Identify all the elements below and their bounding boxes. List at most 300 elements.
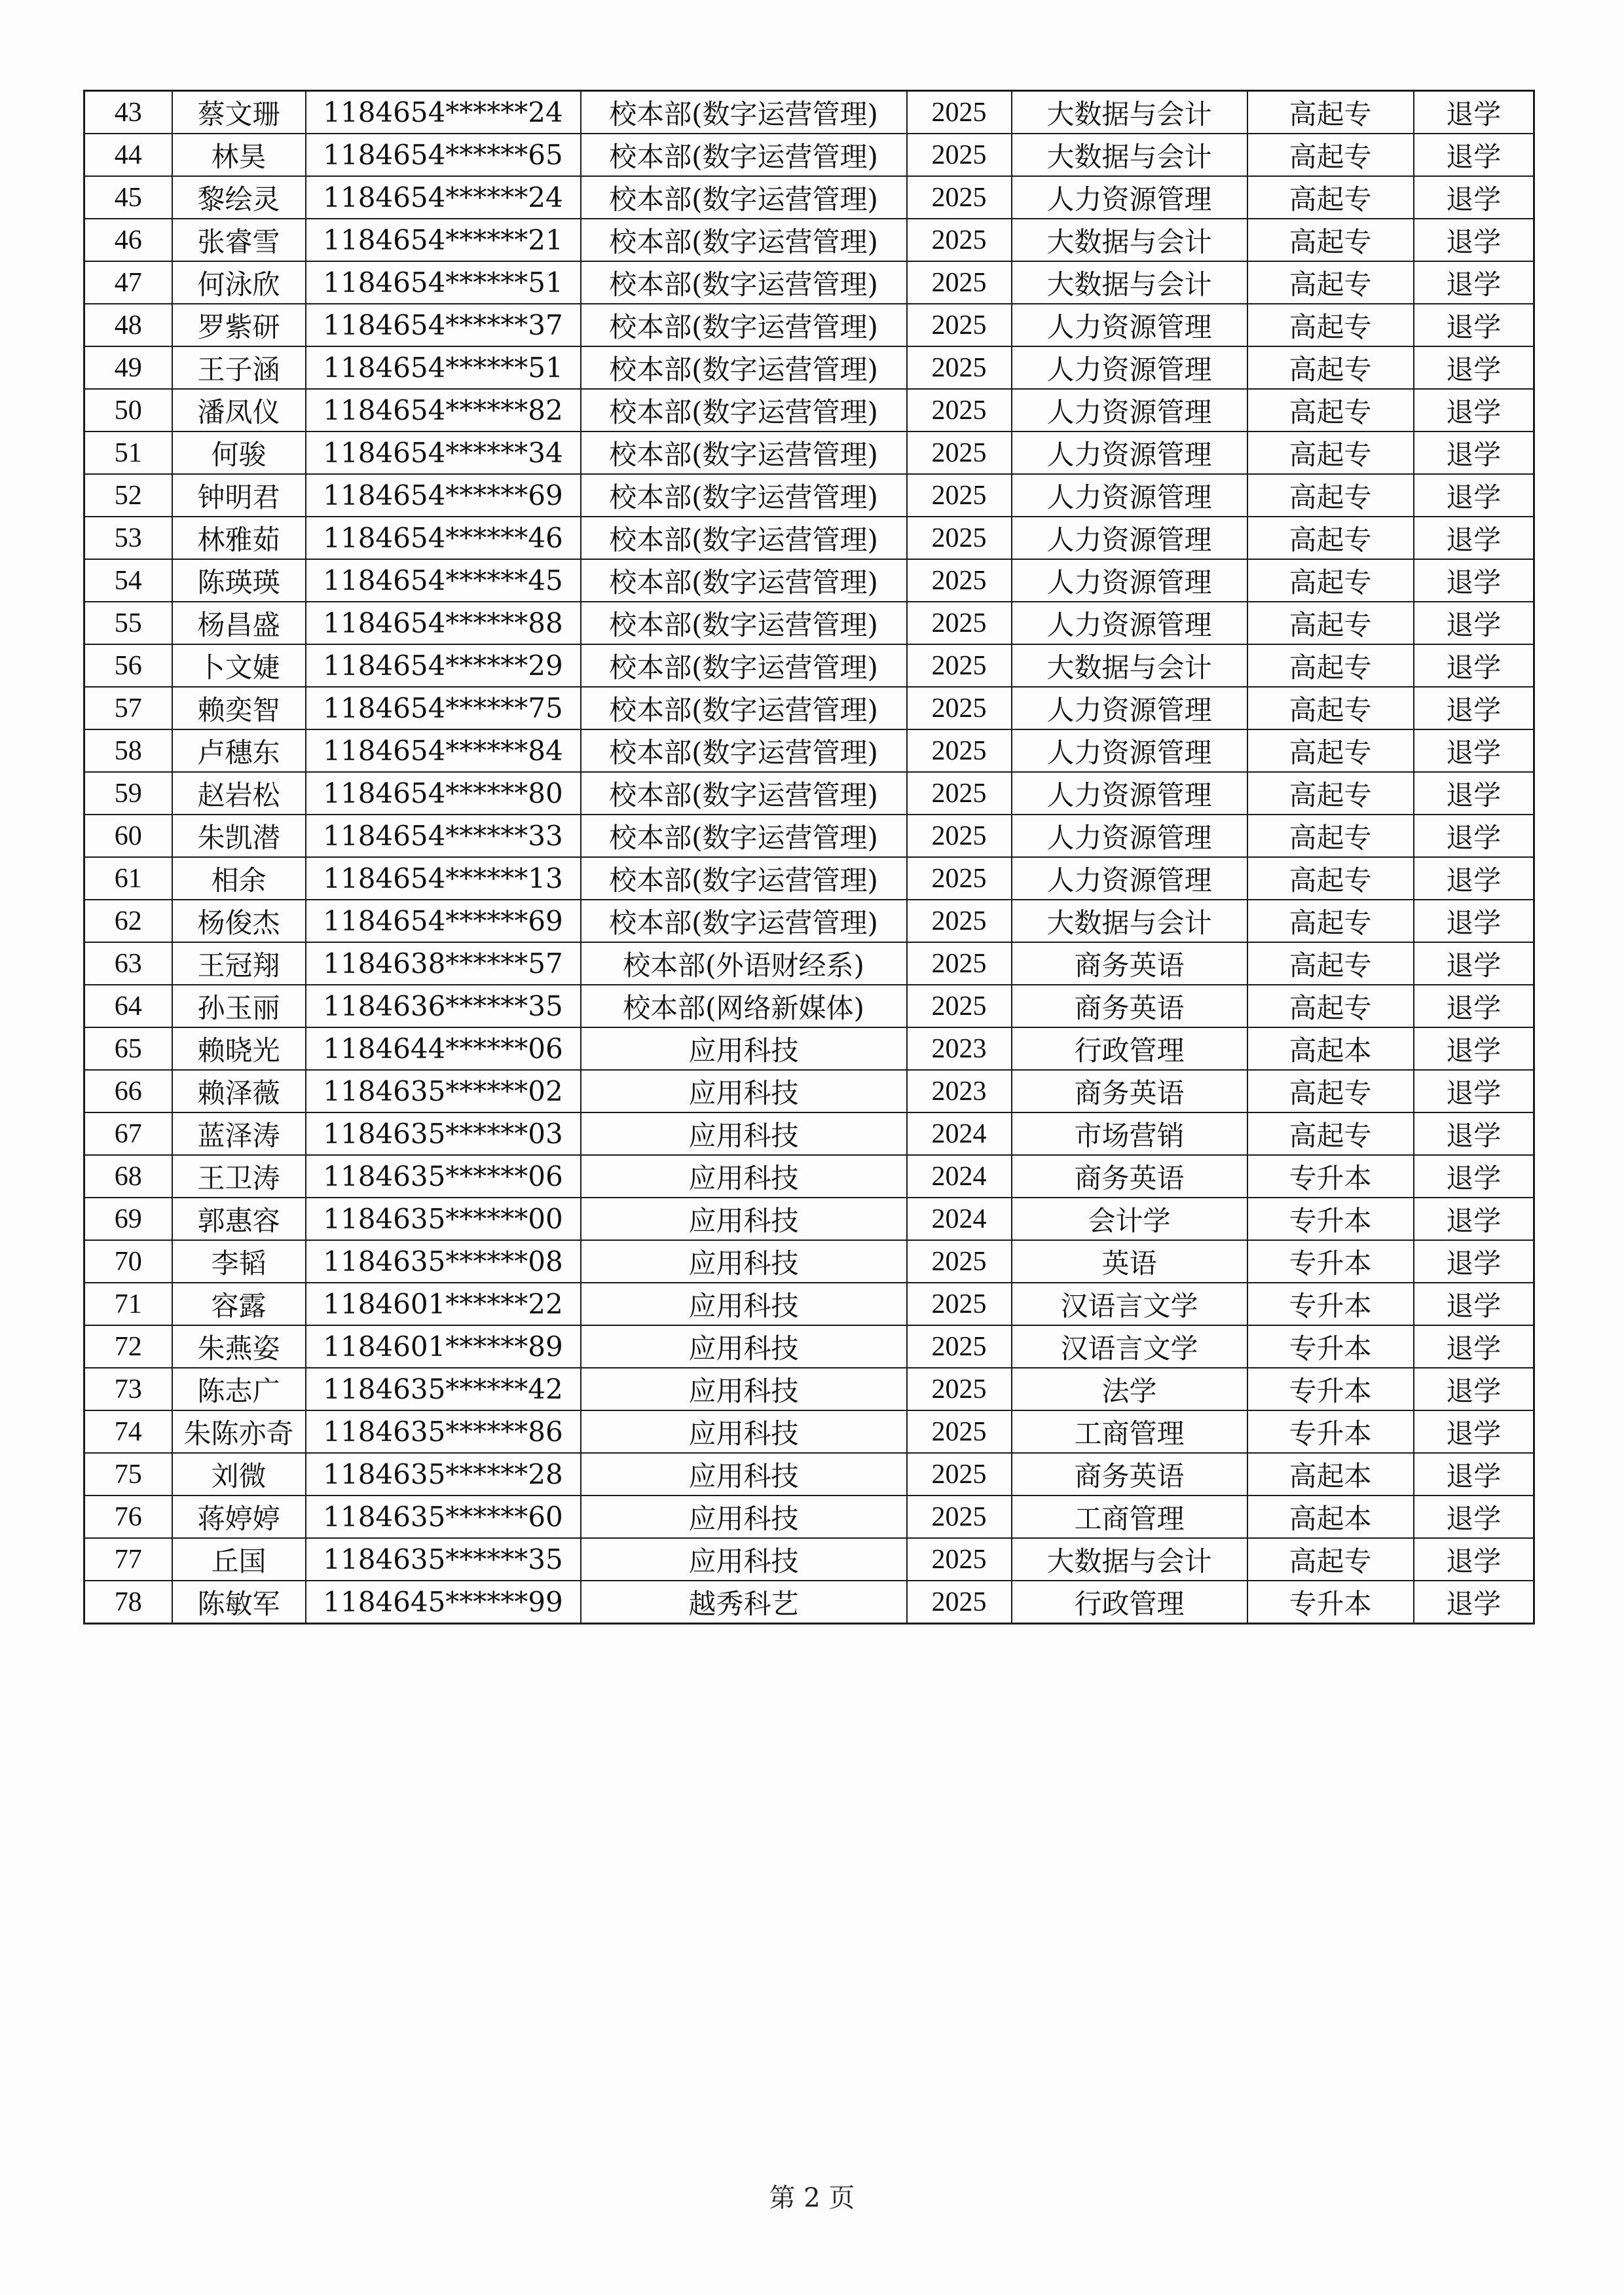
enrollment-year-cell: 2024 [907,1112,1012,1155]
enrollment-year-cell: 2025 [907,1368,1012,1410]
row-number-cell: 69 [84,1198,172,1240]
campus-cell: 应用科技 [581,1112,907,1155]
student-name-cell: 李韬 [172,1240,306,1283]
major-cell: 市场营销 [1012,1112,1247,1155]
table-row [84,985,1534,1027]
student-name-cell: 杨俊杰 [172,900,306,942]
enrollment-year-cell: 2025 [907,1496,1012,1538]
level-cell: 高起专 [1247,729,1414,772]
level-cell: 高起专 [1247,1538,1414,1581]
level-cell: 专升本 [1247,1581,1414,1624]
student-id-cell: 1184635******86 [306,1410,581,1453]
student-name-cell: 林雅茹 [172,517,306,559]
table-row [84,559,1534,602]
table-row [84,942,1534,985]
change-type-cell: 退学 [1414,304,1534,346]
row-number-cell: 63 [84,942,172,985]
enrollment-year-cell: 2025 [907,772,1012,815]
row-number-cell: 48 [84,304,172,346]
table-row [84,346,1534,389]
level-cell: 高起专 [1247,517,1414,559]
student-name-cell: 朱凯潜 [172,815,306,857]
major-cell: 法学 [1012,1368,1247,1410]
level-cell: 高起专 [1247,900,1414,942]
student-id-cell: 1184645******99 [306,1581,581,1624]
level-cell: 高起专 [1247,261,1414,304]
student-id-cell: 1184654******34 [306,431,581,474]
level-cell: 高起专 [1247,1112,1414,1155]
campus-cell: 校本部(数字运营管理) [581,687,907,729]
level-cell: 高起专 [1247,559,1414,602]
student-id-cell: 1184635******08 [306,1240,581,1283]
campus-cell: 校本部(网络新媒体) [581,985,907,1027]
student-id-cell: 1184654******24 [306,91,581,134]
student-id-cell: 1184654******46 [306,517,581,559]
student-id-cell: 1184654******13 [306,857,581,900]
enrollment-year-cell: 2023 [907,1027,1012,1070]
row-number-cell: 55 [84,602,172,644]
table-row [84,91,1534,134]
enrollment-year-cell: 2025 [907,517,1012,559]
enrollment-year-cell: 2024 [907,1155,1012,1198]
row-number-cell: 44 [84,134,172,176]
student-id-cell: 1184635******02 [306,1070,581,1112]
campus-cell: 校本部(外语财经系) [581,942,907,985]
major-cell: 人力资源管理 [1012,772,1247,815]
change-type-cell: 退学 [1414,346,1534,389]
campus-cell: 应用科技 [581,1155,907,1198]
campus-cell: 校本部(数字运营管理) [581,602,907,644]
student-name-cell: 朱燕姿 [172,1325,306,1368]
level-cell: 高起专 [1247,474,1414,517]
table-row [84,1198,1534,1240]
table-row [84,900,1534,942]
major-cell: 人力资源管理 [1012,857,1247,900]
row-number-cell: 53 [84,517,172,559]
change-type-cell: 退学 [1414,985,1534,1027]
table-row [84,729,1534,772]
student-name-cell: 丘国 [172,1538,306,1581]
campus-cell: 应用科技 [581,1368,907,1410]
major-cell: 人力资源管理 [1012,517,1247,559]
student-id-cell: 1184654******69 [306,900,581,942]
enrollment-year-cell: 2025 [907,261,1012,304]
student-id-cell: 1184654******45 [306,559,581,602]
table-row [84,517,1534,559]
row-number-cell: 75 [84,1453,172,1496]
student-id-cell: 1184654******80 [306,772,581,815]
major-cell: 人力资源管理 [1012,431,1247,474]
student-name-cell: 赖泽薇 [172,1070,306,1112]
enrollment-year-cell: 2025 [907,431,1012,474]
campus-cell: 校本部(数字运营管理) [581,134,907,176]
enrollment-year-cell: 2025 [907,389,1012,431]
student-id-cell: 1184654******51 [306,346,581,389]
change-type-cell: 退学 [1414,815,1534,857]
campus-cell: 校本部(数字运营管理) [581,431,907,474]
campus-cell: 应用科技 [581,1027,907,1070]
change-type-cell: 退学 [1414,134,1534,176]
change-type-cell: 退学 [1414,1410,1534,1453]
change-type-cell: 退学 [1414,1368,1534,1410]
row-number-cell: 77 [84,1538,172,1581]
student-id-cell: 1184654******82 [306,389,581,431]
change-type-cell: 退学 [1414,1155,1534,1198]
major-cell: 商务英语 [1012,1453,1247,1496]
enrollment-year-cell: 2025 [907,687,1012,729]
page-number: 第 2 页 [769,2183,855,2213]
change-type-cell: 退学 [1414,559,1534,602]
change-type-cell: 退学 [1414,517,1534,559]
change-type-cell: 退学 [1414,1453,1534,1496]
major-cell: 人力资源管理 [1012,389,1247,431]
major-cell: 会计学 [1012,1198,1247,1240]
table-row [84,431,1534,474]
row-number-cell: 52 [84,474,172,517]
enrollment-year-cell: 2025 [907,1581,1012,1624]
student-id-cell: 1184654******84 [306,729,581,772]
student-id-cell: 1184654******37 [306,304,581,346]
major-cell: 商务英语 [1012,942,1247,985]
change-type-cell: 退学 [1414,900,1534,942]
campus-cell: 校本部(数字运营管理) [581,261,907,304]
student-name-cell: 陈志广 [172,1368,306,1410]
campus-cell: 应用科技 [581,1198,907,1240]
table-row [84,644,1534,687]
student-id-cell: 1184654******24 [306,176,581,219]
enrollment-year-cell: 2025 [907,1453,1012,1496]
enrollment-year-cell: 2025 [907,1240,1012,1283]
student-name-cell: 陈瑛瑛 [172,559,306,602]
enrollment-year-cell: 2025 [907,134,1012,176]
change-type-cell: 退学 [1414,687,1534,729]
table-body [84,91,1534,1624]
level-cell: 专升本 [1247,1283,1414,1325]
student-id-cell: 1184654******33 [306,815,581,857]
level-cell: 高起专 [1247,815,1414,857]
row-number-cell: 60 [84,815,172,857]
table-row [84,304,1534,346]
table-row [84,1496,1534,1538]
level-cell: 高起专 [1247,1070,1414,1112]
table-row [84,1325,1534,1368]
campus-cell: 校本部(数字运营管理) [581,772,907,815]
change-type-cell: 退学 [1414,857,1534,900]
table-row [84,1368,1534,1410]
row-number-cell: 74 [84,1410,172,1453]
row-number-cell: 67 [84,1112,172,1155]
campus-cell: 应用科技 [581,1240,907,1283]
student-name-cell: 潘凤仪 [172,389,306,431]
level-cell: 高起专 [1247,219,1414,261]
change-type-cell: 退学 [1414,176,1534,219]
enrollment-year-cell: 2025 [907,474,1012,517]
level-cell: 高起专 [1247,346,1414,389]
level-cell: 高起本 [1247,1496,1414,1538]
campus-cell: 校本部(数字运营管理) [581,219,907,261]
student-id-cell: 1184635******28 [306,1453,581,1496]
row-number-cell: 78 [84,1581,172,1624]
change-type-cell: 退学 [1414,1581,1534,1624]
major-cell: 人力资源管理 [1012,559,1247,602]
major-cell: 行政管理 [1012,1581,1247,1624]
level-cell: 高起专 [1247,772,1414,815]
change-type-cell: 退学 [1414,729,1534,772]
student-name-cell: 王子涵 [172,346,306,389]
student-name-cell: 王卫涛 [172,1155,306,1198]
level-cell: 高起专 [1247,389,1414,431]
table-row [84,1155,1534,1198]
student-id-cell: 1184601******22 [306,1283,581,1325]
student-id-cell: 1184654******75 [306,687,581,729]
enrollment-year-cell: 2025 [907,985,1012,1027]
level-cell: 高起专 [1247,176,1414,219]
campus-cell: 校本部(数字运营管理) [581,729,907,772]
campus-cell: 应用科技 [581,1538,907,1581]
change-type-cell: 退学 [1414,91,1534,134]
major-cell: 工商管理 [1012,1496,1247,1538]
change-type-cell: 退学 [1414,1198,1534,1240]
student-name-cell: 何泳欣 [172,261,306,304]
student-id-cell: 1184635******35 [306,1538,581,1581]
major-cell: 人力资源管理 [1012,474,1247,517]
enrollment-year-cell: 2025 [907,219,1012,261]
table-row [84,1538,1534,1581]
student-name-cell: 张睿雪 [172,219,306,261]
row-number-cell: 71 [84,1283,172,1325]
campus-cell: 应用科技 [581,1070,907,1112]
student-name-cell: 刘微 [172,1453,306,1496]
row-number-cell: 49 [84,346,172,389]
student-name-cell: 赖奕智 [172,687,306,729]
campus-cell: 校本部(数字运营管理) [581,346,907,389]
student-name-cell: 容露 [172,1283,306,1325]
table-row [84,857,1534,900]
student-withdrawal-table [83,90,1535,1625]
major-cell: 人力资源管理 [1012,602,1247,644]
table-row [84,772,1534,815]
row-number-cell: 70 [84,1240,172,1283]
major-cell: 汉语言文学 [1012,1325,1247,1368]
student-name-cell: 赖晓光 [172,1027,306,1070]
row-number-cell: 51 [84,431,172,474]
level-cell: 专升本 [1247,1368,1414,1410]
student-id-cell: 1184635******60 [306,1496,581,1538]
campus-cell: 校本部(数字运营管理) [581,559,907,602]
change-type-cell: 退学 [1414,772,1534,815]
level-cell: 高起专 [1247,431,1414,474]
enrollment-year-cell: 2025 [907,559,1012,602]
student-id-cell: 1184644******06 [306,1027,581,1070]
major-cell: 大数据与会计 [1012,900,1247,942]
row-number-cell: 62 [84,900,172,942]
row-number-cell: 76 [84,1496,172,1538]
student-name-cell: 何骏 [172,431,306,474]
enrollment-year-cell: 2025 [907,91,1012,134]
row-number-cell: 58 [84,729,172,772]
table-row [84,1112,1534,1155]
row-number-cell: 72 [84,1325,172,1368]
row-number-cell: 45 [84,176,172,219]
major-cell: 人力资源管理 [1012,687,1247,729]
campus-cell: 越秀科艺 [581,1581,907,1624]
student-name-cell: 朱陈亦奇 [172,1410,306,1453]
enrollment-year-cell: 2025 [907,942,1012,985]
change-type-cell: 退学 [1414,942,1534,985]
campus-cell: 校本部(数字运营管理) [581,900,907,942]
level-cell: 高起专 [1247,985,1414,1027]
student-id-cell: 1184654******69 [306,474,581,517]
student-name-cell: 杨昌盛 [172,602,306,644]
student-id-cell: 1184635******06 [306,1155,581,1198]
level-cell: 高起专 [1247,91,1414,134]
student-name-cell: 蔡文珊 [172,91,306,134]
student-id-cell: 1184654******21 [306,219,581,261]
change-type-cell: 退学 [1414,1283,1534,1325]
row-number-cell: 61 [84,857,172,900]
level-cell: 高起专 [1247,942,1414,985]
enrollment-year-cell: 2025 [907,900,1012,942]
campus-cell: 应用科技 [581,1453,907,1496]
table-row [84,219,1534,261]
major-cell: 大数据与会计 [1012,219,1247,261]
student-id-cell: 1184654******51 [306,261,581,304]
row-number-cell: 57 [84,687,172,729]
campus-cell: 校本部(数字运营管理) [581,389,907,431]
student-id-cell: 1184654******29 [306,644,581,687]
campus-cell: 校本部(数字运营管理) [581,517,907,559]
enrollment-year-cell: 2025 [907,815,1012,857]
level-cell: 高起专 [1247,857,1414,900]
campus-cell: 应用科技 [581,1496,907,1538]
student-id-cell: 1184638******57 [306,942,581,985]
student-id-cell: 1184635******42 [306,1368,581,1410]
student-id-cell: 1184635******00 [306,1198,581,1240]
level-cell: 高起专 [1247,687,1414,729]
level-cell: 专升本 [1247,1325,1414,1368]
student-name-cell: 卢穗东 [172,729,306,772]
table-row [84,134,1534,176]
change-type-cell: 退学 [1414,644,1534,687]
row-number-cell: 66 [84,1070,172,1112]
row-number-cell: 47 [84,261,172,304]
student-name-cell: 王冠翔 [172,942,306,985]
student-name-cell: 林昊 [172,134,306,176]
student-name-cell: 卜文婕 [172,644,306,687]
level-cell: 专升本 [1247,1240,1414,1283]
student-name-cell: 罗紫研 [172,304,306,346]
student-id-cell: 1184636******35 [306,985,581,1027]
campus-cell: 校本部(数字运营管理) [581,857,907,900]
change-type-cell: 退学 [1414,431,1534,474]
student-id-cell: 1184654******65 [306,134,581,176]
table-row [84,1240,1534,1283]
table-row [84,815,1534,857]
row-number-cell: 73 [84,1368,172,1410]
student-id-cell: 1184635******03 [306,1112,581,1155]
table-row [84,687,1534,729]
major-cell: 商务英语 [1012,1070,1247,1112]
student-id-cell: 1184601******89 [306,1325,581,1368]
major-cell: 商务英语 [1012,985,1247,1027]
enrollment-year-cell: 2025 [907,1538,1012,1581]
row-number-cell: 54 [84,559,172,602]
table-row [84,176,1534,219]
major-cell: 人力资源管理 [1012,176,1247,219]
major-cell: 英语 [1012,1240,1247,1283]
student-name-cell: 黎绘灵 [172,176,306,219]
student-name-cell: 钟明君 [172,474,306,517]
level-cell: 专升本 [1247,1410,1414,1453]
level-cell: 高起专 [1247,602,1414,644]
change-type-cell: 退学 [1414,389,1534,431]
campus-cell: 校本部(数字运营管理) [581,91,907,134]
change-type-cell: 退学 [1414,1496,1534,1538]
campus-cell: 校本部(数字运营管理) [581,474,907,517]
major-cell: 行政管理 [1012,1027,1247,1070]
change-type-cell: 退学 [1414,1538,1534,1581]
enrollment-year-cell: 2025 [907,644,1012,687]
enrollment-year-cell: 2025 [907,602,1012,644]
level-cell: 专升本 [1247,1198,1414,1240]
student-name-cell: 陈敏军 [172,1581,306,1624]
table-row [84,474,1534,517]
campus-cell: 校本部(数字运营管理) [581,176,907,219]
campus-cell: 校本部(数字运营管理) [581,644,907,687]
enrollment-year-cell: 2025 [907,346,1012,389]
student-name-cell: 孙玉丽 [172,985,306,1027]
level-cell: 高起专 [1247,304,1414,346]
major-cell: 商务英语 [1012,1155,1247,1198]
student-name-cell: 相余 [172,857,306,900]
table-row [84,1070,1534,1112]
enrollment-year-cell: 2025 [907,1325,1012,1368]
major-cell: 人力资源管理 [1012,346,1247,389]
student-name-cell: 郭惠容 [172,1198,306,1240]
enrollment-year-cell: 2025 [907,304,1012,346]
major-cell: 大数据与会计 [1012,644,1247,687]
major-cell: 汉语言文学 [1012,1283,1247,1325]
level-cell: 高起本 [1247,1027,1414,1070]
campus-cell: 应用科技 [581,1325,907,1368]
major-cell: 人力资源管理 [1012,304,1247,346]
student-id-cell: 1184654******88 [306,602,581,644]
table-row [84,261,1534,304]
row-number-cell: 56 [84,644,172,687]
change-type-cell: 退学 [1414,1325,1534,1368]
major-cell: 人力资源管理 [1012,729,1247,772]
major-cell: 大数据与会计 [1012,91,1247,134]
table-row [84,1410,1534,1453]
enrollment-year-cell: 2025 [907,1410,1012,1453]
major-cell: 人力资源管理 [1012,815,1247,857]
change-type-cell: 退学 [1414,1112,1534,1155]
table-row [84,1581,1534,1624]
table-row [84,602,1534,644]
student-name-cell: 蒋婷婷 [172,1496,306,1538]
major-cell: 大数据与会计 [1012,261,1247,304]
change-type-cell: 退学 [1414,261,1534,304]
row-number-cell: 68 [84,1155,172,1198]
campus-cell: 校本部(数字运营管理) [581,304,907,346]
table-row [84,1027,1534,1070]
enrollment-year-cell: 2025 [907,176,1012,219]
change-type-cell: 退学 [1414,1027,1534,1070]
enrollment-year-cell: 2024 [907,1198,1012,1240]
table-row [84,1283,1534,1325]
table-row [84,1453,1534,1496]
enrollment-year-cell: 2023 [907,1070,1012,1112]
